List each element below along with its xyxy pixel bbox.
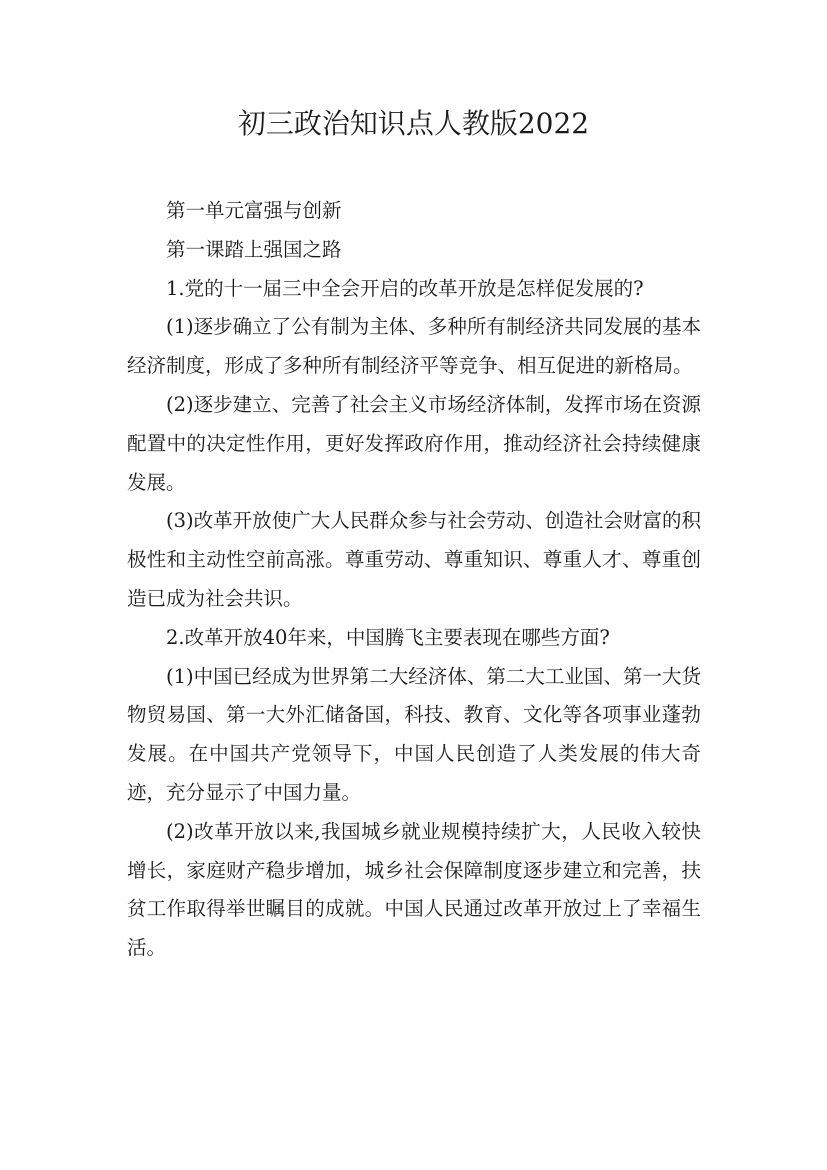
- document-title: 初三政治知识点人教版2022: [237, 107, 590, 140]
- lesson-heading: 第一课踏上强国之路: [166, 237, 342, 261]
- answer-1-point-3: (3)改革开放使广大人民群众参与社会劳动、创造社会财富的积极性和主动性空前高涨。尊重劳动、尊重知识、尊重人才、尊重创造已成为社会共识。: [127, 509, 701, 610]
- question-2: 2.改革开放40年来，中国腾飞主要表现在哪些方面?: [166, 625, 610, 649]
- answer-2-point-2: (2)改革开放以来,我国城乡就业规模持续扩大，人民收入较快增长，家庭财产稳步增加，城乡社会保障制度逐步建立和完善，扶贫工作取得举世瞩目的成就。中国人民通过改革开放过上了幸福生活。: [127, 819, 701, 960]
- document-body: [127, 192, 701, 968]
- answer-1-point-2: (2)逐步建立、完善了社会主义市场经济体制，发挥市场在资源配置中的决定性作用，更好发挥政府作用，推动经济社会持续健康发展。: [127, 392, 701, 494]
- answer-1-point-1: (1)逐步确立了公有制为主体、多种所有制经济共同发展的基本经济制度，形成了多种所有制经济平等竞争、相互促进的新格局。: [127, 315, 701, 378]
- question-1: 1.党的十一届三中全会开启的改革开放是怎样促发展的?: [166, 276, 644, 300]
- answer-2-point-1: (1)中国已经成为世界第二大经济体、第二大工业国、第一大货物贸易国、第一大外汇储备国，科技、教育、文化等各项事业蓬勃发展。在中国共产党领导下，中国人民创造了人类发展的伟大奇迹，充分显示了中国力量。: [127, 664, 701, 804]
- unit-heading: 第一单元富强与创新: [166, 199, 342, 222]
